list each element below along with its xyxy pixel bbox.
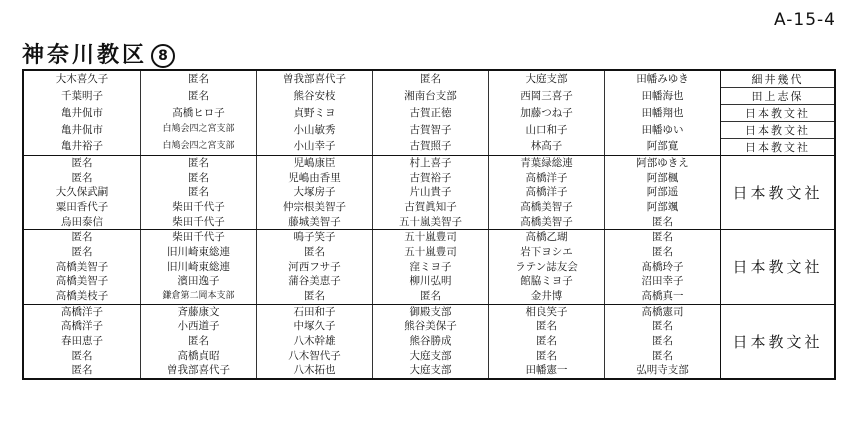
name-cell: 千葉明子 — [61, 89, 103, 102]
name-cell: 高橋美智子 — [520, 201, 573, 214]
side-cell: 日本教文社 — [721, 104, 834, 121]
name-cell: 匿名 — [188, 186, 209, 199]
name-cell: 小山幸子 — [293, 140, 336, 153]
name-cell: 田幡みゆき — [636, 73, 689, 86]
name-cell: 春田恵子 — [61, 335, 103, 348]
name-cell: 高橋ヒロ子 — [172, 106, 225, 119]
name-cell: 匿名 — [188, 157, 209, 170]
name-cell: 匿名 — [304, 246, 325, 259]
name-cell: 高橋洋子 — [525, 186, 568, 199]
name-cell: 窪ミヨ子 — [409, 260, 452, 273]
column — [24, 156, 140, 229]
side-column — [720, 230, 834, 303]
column — [24, 305, 140, 378]
name-cell: 古賀正徳 — [409, 106, 452, 119]
side-label: 日本教文社 — [732, 332, 823, 351]
name-cell: 亀井裕子 — [61, 140, 103, 153]
name-cell: 中塚久子 — [293, 320, 336, 333]
name-cell: 高橋美枝子 — [55, 290, 109, 303]
name-cell: 西岡三喜子 — [520, 89, 573, 102]
name-cell: 田幡ゆい — [641, 123, 684, 136]
name-cell: 八木智代子 — [288, 349, 341, 362]
name-cell: 大木喜久子 — [55, 73, 109, 86]
name-cell: 阿部颯 — [646, 201, 679, 214]
side-cell: 田上志保 — [721, 87, 834, 104]
column — [256, 156, 372, 229]
name-cell: 御殿支部 — [409, 305, 452, 318]
name-cell: 林高子 — [530, 140, 563, 153]
name-cell: 匿名 — [652, 320, 673, 333]
column — [604, 230, 720, 303]
name-cell: 阿部遥 — [646, 186, 679, 199]
name-cell: 匿名 — [420, 290, 441, 303]
column — [140, 305, 256, 378]
name-cell: 曽我部喜代子 — [283, 73, 346, 86]
name-cell: 沼田幸子 — [641, 275, 684, 288]
name-cell: 八木拓也 — [293, 364, 336, 377]
name-cell: 大庭支部 — [409, 349, 452, 362]
side-column — [720, 71, 834, 155]
name-cell: 柴田千代子 — [172, 231, 225, 244]
name-cell: 青葉緑総連 — [520, 157, 573, 170]
column — [140, 71, 256, 155]
column — [488, 156, 604, 229]
name-cell: 田幡翔也 — [641, 106, 684, 119]
name-cell: 古賀照子 — [409, 140, 452, 153]
name-cell: 阿部寛 — [646, 140, 679, 153]
name-cell: 大久保武嗣 — [55, 186, 109, 199]
column — [488, 305, 604, 378]
column — [256, 305, 372, 378]
name-cell: 館脇ミヨ子 — [520, 275, 573, 288]
name-cell: 金井博 — [530, 290, 563, 303]
name-cell: 亀井侃市 — [61, 106, 103, 119]
name-cell: 高橋美智子 — [520, 215, 573, 228]
name-cell: 大庭支部 — [525, 73, 568, 86]
column — [24, 230, 140, 303]
column — [488, 230, 604, 303]
name-cell: 高橋美智子 — [55, 260, 109, 273]
name-cell: 曽我部喜代子 — [167, 364, 230, 377]
name-cell: 匿名 — [71, 364, 93, 377]
name-cell: 五十嵐美智子 — [399, 215, 462, 228]
name-cell: 古賀裕子 — [409, 171, 452, 184]
column — [604, 156, 720, 229]
name-cell: 匿名 — [71, 171, 93, 184]
name-cell: 粟田香代子 — [55, 201, 109, 214]
name-cell: 匿名 — [188, 335, 209, 348]
name-cell: 匿名 — [536, 349, 557, 362]
name-cell: 高橋貞昭 — [177, 349, 220, 362]
name-cell: 匿名 — [652, 215, 673, 228]
column — [604, 305, 720, 378]
name-cell: 斉藤康文 — [177, 305, 220, 318]
name-cell: 白鳩会四之宮支部 — [162, 141, 235, 152]
name-cell: 匿名 — [536, 320, 557, 333]
name-cell: 田幡海也 — [641, 89, 684, 102]
page-title — [22, 38, 175, 69]
name-cell: 児嶋康臣 — [293, 157, 336, 170]
page-id: A-15-4 — [774, 10, 836, 30]
name-cell: 匿名 — [304, 290, 325, 303]
name-cell: 匿名 — [652, 231, 673, 244]
band-4 — [24, 304, 834, 378]
column — [488, 71, 604, 155]
name-cell: 鎌倉第二岡本支部 — [162, 290, 235, 301]
name-cell: 仲宗根美智子 — [283, 201, 346, 214]
name-cell: 藤城美智子 — [288, 215, 341, 228]
name-cell: 匿名 — [71, 157, 93, 170]
name-cell: 石田和子 — [293, 305, 336, 318]
name-cell: 高橋真一 — [641, 290, 684, 303]
title-number-badge: 8 — [151, 44, 175, 68]
name-cell: 熊谷美保子 — [404, 320, 457, 333]
name-cell: 貞野ミヨ — [293, 106, 336, 119]
name-cell: 児嶋由香里 — [288, 171, 341, 184]
name-cell: 髙橋玲子 — [641, 260, 684, 273]
column — [372, 230, 488, 303]
name-cell: 旧川崎東総連 — [167, 260, 230, 273]
name-cell: 田幡憲一 — [525, 364, 568, 377]
name-cell: 匿名 — [71, 349, 93, 362]
name-cell: 弘明寺支部 — [636, 364, 689, 377]
name-cell: 湘南台支部 — [404, 89, 457, 102]
column — [140, 230, 256, 303]
name-cell: 匿名 — [652, 246, 673, 259]
name-cell: 蒲谷美恵子 — [288, 275, 341, 288]
name-cell: 五十嵐豊司 — [404, 246, 457, 259]
column — [256, 230, 372, 303]
side-cell: 日本教文社 — [721, 138, 834, 155]
title-text: 神奈川教区 — [22, 43, 148, 68]
name-cell: 阿部楓 — [646, 171, 679, 184]
name-cell: 白鳩会四之宮支部 — [162, 124, 235, 135]
column — [24, 71, 140, 155]
column — [372, 305, 488, 378]
name-cell: 柴田千代子 — [172, 215, 225, 228]
name-cell: 旧川崎東総連 — [167, 246, 230, 259]
name-cell: 高橋洋子 — [61, 320, 103, 333]
side-label: 日本教文社 — [732, 258, 823, 277]
name-cell: 高橋乙瑚 — [525, 231, 568, 244]
name-cell: 高橋洋子 — [61, 305, 103, 318]
name-cell: 大庭支部 — [409, 364, 452, 377]
name-cell: 河西フサ子 — [288, 260, 341, 273]
column — [604, 71, 720, 155]
name-cell: 古賀眞知子 — [404, 201, 457, 214]
name-cell: 烏田泰信 — [61, 215, 103, 228]
name-cell: 匿名 — [652, 335, 673, 348]
side-cell: 日本教文社 — [721, 121, 834, 138]
name-cell: 匿名 — [420, 73, 441, 86]
name-cell: ラテン誌友会 — [515, 260, 578, 273]
name-cell: 匿名 — [188, 171, 209, 184]
column — [140, 156, 256, 229]
name-cell: 相良笑子 — [525, 305, 568, 318]
name-cell: 岩下ヨシエ — [520, 246, 573, 259]
side-column — [720, 156, 834, 229]
name-cell: 熊谷安枝 — [293, 89, 336, 102]
name-cell: 加藤つね子 — [520, 106, 573, 119]
name-cell: 鳴子笑子 — [293, 231, 336, 244]
column — [256, 71, 372, 155]
name-cell: 熊谷勝成 — [409, 335, 452, 348]
band-1 — [24, 71, 834, 155]
name-cell: 柳川弘明 — [409, 275, 452, 288]
name-cell: 村上喜子 — [409, 157, 452, 170]
name-cell: 匿名 — [188, 73, 209, 86]
name-cell: 高橋美智子 — [55, 275, 109, 288]
name-cell: 山口和子 — [525, 123, 568, 136]
name-cell: 匿名 — [536, 335, 557, 348]
name-cell: 小西道子 — [177, 320, 220, 333]
name-cell: 大塚房子 — [293, 186, 336, 199]
name-cell: 濱田逸子 — [177, 275, 220, 288]
name-cell: 阿部ゆきえ — [636, 157, 689, 170]
name-cell: 五十嵐豊司 — [404, 231, 457, 244]
name-cell: 匿名 — [652, 349, 673, 362]
band-2 — [24, 155, 834, 229]
name-cell: 八木幹雄 — [293, 335, 336, 348]
name-cell: 古賀智子 — [409, 123, 452, 136]
column — [372, 71, 488, 155]
name-cell: 匿名 — [71, 231, 93, 244]
band-3 — [24, 229, 834, 303]
side-cell: 細井幾代 — [751, 73, 804, 86]
name-cell: 片山貴子 — [409, 186, 452, 199]
side-column — [720, 305, 834, 378]
name-cell: 匿名 — [71, 246, 93, 259]
name-cell: 小山敏秀 — [293, 123, 336, 136]
name-cell: 高橋洋子 — [525, 171, 568, 184]
side-label: 日本教文社 — [732, 184, 823, 203]
donor-table — [22, 69, 836, 380]
name-cell: 柴田千代子 — [172, 201, 225, 214]
name-cell: 高橋憲司 — [641, 305, 684, 318]
column — [372, 156, 488, 229]
name-cell: 亀井侃市 — [61, 123, 103, 136]
name-cell: 匿名 — [188, 89, 209, 102]
